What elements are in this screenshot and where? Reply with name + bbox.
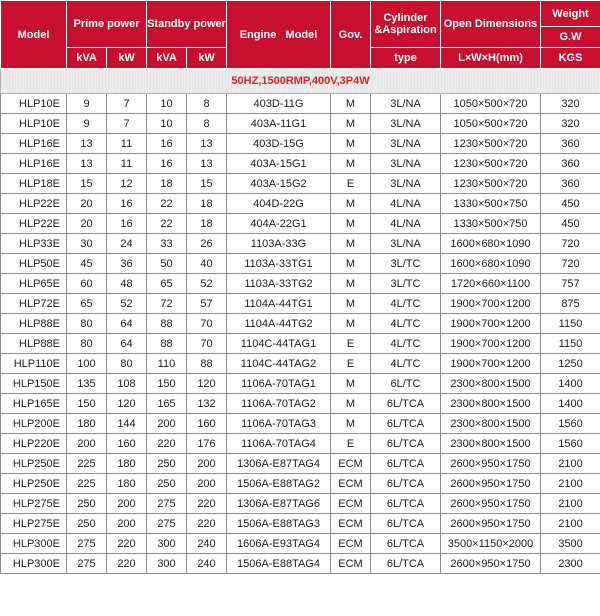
cell-weight: 1150 [541,334,600,354]
cell-standby-kw: 13 [187,154,227,174]
cell-prime-kw: 200 [107,494,147,514]
cell-prime-kw: 160 [107,434,147,454]
cell-weight: 360 [541,134,600,154]
cell-engine-model: 403D-15G [227,134,331,154]
cell-model: HLP300E [1,534,67,554]
header-prime-power: Prime power [67,1,147,48]
cell-gov: E [331,334,371,354]
cell-engine-model: 1506A-E88TAG3 [227,514,331,534]
cell-cylinder-type: 6L/TCA [371,414,441,434]
cell-weight: 2300 [541,554,600,574]
cell-standby-kva: 65 [147,274,187,294]
cell-engine-model: 1106A-70TAG3 [227,414,331,434]
cell-prime-kw: 7 [107,94,147,114]
cell-model: HLP10E [1,114,67,134]
cell-cylinder-type: 6L/TCA [371,454,441,474]
cell-gov: ECM [331,474,371,494]
header-weight-unit: KGS [541,48,600,69]
cell-prime-kw: 144 [107,414,147,434]
cell-model: HLP10E [1,94,67,114]
cell-engine-model: 403A-15G1 [227,154,331,174]
cell-standby-kva: 300 [147,554,187,574]
cell-weight: 1560 [541,414,600,434]
table-row [1,414,600,434]
cell-engine-model: 1104A-44TG1 [227,294,331,314]
cell-gov: M [331,154,371,174]
cell-gov: M [331,134,371,154]
cell-standby-kva: 16 [147,154,187,174]
cell-standby-kw: 160 [187,414,227,434]
cell-gov: M [331,294,371,314]
cell-cylinder-type: 6L/TCA [371,474,441,494]
cell-weight: 2100 [541,494,600,514]
cell-weight: 2100 [541,514,600,534]
cell-standby-kw: 240 [187,554,227,574]
cell-weight: 1400 [541,394,600,414]
cell-prime-kva: 225 [67,474,107,494]
cell-standby-kva: 88 [147,314,187,334]
cell-prime-kva: 250 [67,514,107,534]
cell-weight: 1560 [541,434,600,454]
cell-prime-kw: 36 [107,254,147,274]
cell-cylinder-type: 6L/TCA [371,494,441,514]
table-row [1,394,600,414]
cell-cylinder-type: 3L/NA [371,94,441,114]
cell-cylinder-type: 6L/TCA [371,554,441,574]
cell-engine-model: 1103A-33TG1 [227,254,331,274]
cell-gov: ECM [331,494,371,514]
cell-standby-kva: 165 [147,394,187,414]
cell-cylinder-type: 3L/NA [371,174,441,194]
cell-weight: 1400 [541,374,600,394]
cell-weight: 320 [541,114,600,134]
frequency-note: 50HZ,1500RMP,400V,3P4W [1,69,600,94]
cell-standby-kw: 88 [187,354,227,374]
cell-standby-kva: 22 [147,194,187,214]
cell-gov: M [331,394,371,414]
cell-engine-model: 1106A-70TAG2 [227,394,331,414]
cell-standby-kw: 200 [187,474,227,494]
table-row [1,214,600,234]
cell-prime-kva: 180 [67,414,107,434]
cell-standby-kw: 200 [187,454,227,474]
cell-cylinder-type: 4L/TC [371,314,441,334]
cell-standby-kw: 240 [187,534,227,554]
table-row [1,274,600,294]
cell-prime-kva: 13 [67,134,107,154]
cell-gov: M [331,254,371,274]
header-kva-standby: kVA [147,48,187,69]
cell-standby-kw: 176 [187,434,227,454]
cell-weight: 360 [541,174,600,194]
cell-gov: M [331,114,371,134]
table-row [1,94,600,114]
cell-engine-model: 1306A-E87TAG6 [227,494,331,514]
cell-gov: M [331,214,371,234]
cell-gov: E [331,434,371,454]
cell-gov: M [331,234,371,254]
table-row [1,314,600,334]
cell-standby-kva: 150 [147,374,187,394]
cell-prime-kw: 11 [107,154,147,174]
cell-gov: E [331,354,371,374]
cell-cylinder-type: 4L/TC [371,334,441,354]
cell-prime-kva: 100 [67,354,107,374]
cell-prime-kw: 80 [107,354,147,374]
cell-prime-kva: 80 [67,334,107,354]
cell-model: HLP220E [1,434,67,454]
cell-weight: 1250 [541,354,600,374]
cell-prime-kw: 48 [107,274,147,294]
cell-standby-kva: 220 [147,434,187,454]
cell-prime-kva: 30 [67,234,107,254]
cell-standby-kw: 57 [187,294,227,314]
table-row [1,534,600,554]
cell-open-dimensions: 1900×700×1200 [441,354,541,374]
cell-engine-model: 404A-22G1 [227,214,331,234]
cell-gov: E [331,174,371,194]
table-header [1,1,600,69]
cell-standby-kva: 72 [147,294,187,314]
cell-prime-kw: 16 [107,214,147,234]
cell-engine-model: 403D-11G [227,94,331,114]
cell-open-dimensions: 1230×500×720 [441,134,541,154]
cell-standby-kw: 13 [187,134,227,154]
cell-prime-kw: 120 [107,394,147,414]
cell-prime-kva: 9 [67,114,107,134]
cell-cylinder-type: 3L/NA [371,234,441,254]
cell-weight: 720 [541,254,600,274]
cell-model: HLP33E [1,234,67,254]
cell-open-dimensions: 2600×950×1750 [441,554,541,574]
cell-open-dimensions: 1330×500×750 [441,194,541,214]
table-row [1,254,600,274]
cell-engine-model: 1606A-E93TAG4 [227,534,331,554]
cell-engine-model: 1104C-44TAG2 [227,354,331,374]
cell-standby-kw: 52 [187,274,227,294]
table-row [1,554,600,574]
cell-standby-kva: 300 [147,534,187,554]
table-row [1,194,600,214]
table-body [1,69,600,574]
cell-cylinder-type: 6L/TCA [371,394,441,414]
cell-open-dimensions: 1600×680×1090 [441,234,541,254]
cell-model: HLP150E [1,374,67,394]
cell-open-dimensions: 2600×950×1750 [441,454,541,474]
cell-model: HLP250E [1,454,67,474]
cell-standby-kw: 40 [187,254,227,274]
cell-engine-model: 403A-15G2 [227,174,331,194]
header-dims-unit: L×W×H(mm) [441,48,541,69]
cell-standby-kva: 275 [147,494,187,514]
cell-weight: 875 [541,294,600,314]
cell-cylinder-type: 6L/TCA [371,534,441,554]
header-weight: Weight [541,1,600,27]
table-row [1,514,600,534]
cell-prime-kva: 60 [67,274,107,294]
cell-engine-model: 1506A-E88TAG4 [227,554,331,574]
cell-weight: 360 [541,154,600,174]
table-row [1,134,600,154]
cell-model: HLP250E [1,474,67,494]
cell-model: HLP22E [1,194,67,214]
cell-standby-kva: 275 [147,514,187,534]
cell-cylinder-type: 3L/NA [371,114,441,134]
cell-model: HLP16E [1,154,67,174]
cell-open-dimensions: 2300×800×1500 [441,374,541,394]
cell-engine-model: 1106A-70TAG4 [227,434,331,454]
cell-gov: ECM [331,534,371,554]
table-row [1,494,600,514]
cell-engine-model: 1106A-70TAG1 [227,374,331,394]
cell-engine-model: 403A-11G1 [227,114,331,134]
cell-gov: M [331,94,371,114]
cell-cylinder-type: 3L/NA [371,134,441,154]
cell-gov: ECM [331,514,371,534]
table-row [1,434,600,454]
table-row [1,334,600,354]
cell-standby-kw: 8 [187,94,227,114]
cell-standby-kw: 15 [187,174,227,194]
cell-prime-kw: 64 [107,334,147,354]
cell-model: HLP88E [1,334,67,354]
cell-standby-kva: 200 [147,414,187,434]
cell-prime-kw: 52 [107,294,147,314]
cell-prime-kw: 220 [107,534,147,554]
header-type: type [371,48,441,69]
cell-prime-kva: 9 [67,94,107,114]
cell-standby-kw: 220 [187,494,227,514]
cell-standby-kw: 120 [187,374,227,394]
cell-standby-kw: 70 [187,334,227,354]
cell-prime-kva: 200 [67,434,107,454]
cell-cylinder-type: 3L/NA [371,154,441,174]
cell-weight: 2100 [541,474,600,494]
cell-standby-kw: 220 [187,514,227,534]
cell-cylinder-type: 3L/TC [371,274,441,294]
table-row [1,354,600,374]
cell-prime-kw: 180 [107,474,147,494]
cell-weight: 720 [541,234,600,254]
cell-prime-kva: 45 [67,254,107,274]
cell-open-dimensions: 2600×950×1750 [441,494,541,514]
cell-open-dimensions: 2300×800×1500 [441,434,541,454]
cell-open-dimensions: 1900×700×1200 [441,334,541,354]
cell-prime-kva: 80 [67,314,107,334]
cell-gov: M [331,414,371,434]
cell-engine-model: 1306A-E87TAG4 [227,454,331,474]
cell-prime-kva: 13 [67,154,107,174]
cell-open-dimensions: 2600×950×1750 [441,514,541,534]
cell-gov: ECM [331,554,371,574]
header-open-dimensions: Open Dimensions [441,1,541,48]
cell-model: HLP88E [1,314,67,334]
cell-open-dimensions: 1050×500×720 [441,94,541,114]
header-kw-standby: kW [187,48,227,69]
cell-prime-kw: 200 [107,514,147,534]
cell-standby-kw: 18 [187,194,227,214]
table-row [1,234,600,254]
cell-open-dimensions: 1720×660×1100 [441,274,541,294]
cell-prime-kw: 180 [107,454,147,474]
cell-standby-kva: 22 [147,214,187,234]
cell-standby-kva: 33 [147,234,187,254]
cell-weight: 3500 [541,534,600,554]
table-row [1,374,600,394]
cell-prime-kva: 225 [67,454,107,474]
cell-model: HLP16E [1,134,67,154]
cell-prime-kva: 150 [67,394,107,414]
cell-model: HLP65E [1,274,67,294]
cell-open-dimensions: 2300×800×1500 [441,414,541,434]
cell-open-dimensions: 1600×680×1090 [441,254,541,274]
cell-standby-kva: 50 [147,254,187,274]
cell-prime-kw: 12 [107,174,147,194]
header-gov: Gov. [331,1,371,69]
cell-model: HLP50E [1,254,67,274]
cell-standby-kw: 70 [187,314,227,334]
cell-prime-kw: 7 [107,114,147,134]
cell-prime-kva: 250 [67,494,107,514]
cell-open-dimensions: 1230×500×720 [441,174,541,194]
cell-engine-model: 1103A-33TG2 [227,274,331,294]
cell-prime-kva: 65 [67,294,107,314]
cell-prime-kva: 135 [67,374,107,394]
cell-cylinder-type: 4L/TC [371,354,441,374]
cell-gov: M [331,274,371,294]
cell-open-dimensions: 1230×500×720 [441,154,541,174]
cell-cylinder-type: 6L/TC [371,374,441,394]
cell-model: HLP300E [1,554,67,574]
cell-model: HLP275E [1,514,67,534]
cell-weight: 1150 [541,314,600,334]
cell-model: HLP18E [1,174,67,194]
cell-open-dimensions: 1050×500×720 [441,114,541,134]
frequency-note-row [1,69,600,94]
header-kw-prime: kW [107,48,147,69]
cell-open-dimensions: 1900×700×1200 [441,314,541,334]
cell-open-dimensions: 1900×700×1200 [441,294,541,314]
cell-model: HLP165E [1,394,67,414]
header-standby-power: Standby power [147,1,227,48]
cell-cylinder-type: 3L/TC [371,254,441,274]
cell-prime-kw: 11 [107,134,147,154]
cell-cylinder-type: 6L/TCA [371,514,441,534]
cell-weight: 2100 [541,454,600,474]
table-row [1,114,600,134]
cell-open-dimensions: 2300×800×1500 [441,394,541,414]
table-row [1,154,600,174]
cell-gov: M [331,194,371,214]
cell-prime-kw: 220 [107,554,147,574]
cell-cylinder-type: 4L/NA [371,214,441,234]
cell-model: HLP275E [1,494,67,514]
cell-model: HLP200E [1,414,67,434]
cell-engine-model: 1506A-E88TAG2 [227,474,331,494]
cell-prime-kva: 20 [67,194,107,214]
cell-standby-kw: 18 [187,214,227,234]
cell-standby-kw: 8 [187,114,227,134]
table-row [1,174,600,194]
cell-prime-kw: 16 [107,194,147,214]
cell-open-dimensions: 3500×1150×2000 [441,534,541,554]
header-model: Model [1,1,67,69]
header-engine-model: Engine Model [227,1,331,69]
cell-open-dimensions: 2600×950×1750 [441,474,541,494]
cell-gov: M [331,314,371,334]
cell-standby-kva: 250 [147,454,187,474]
cell-standby-kva: 10 [147,114,187,134]
cell-prime-kw: 64 [107,314,147,334]
cell-engine-model: 1103A-33G [227,234,331,254]
cell-prime-kw: 24 [107,234,147,254]
table-row [1,474,600,494]
cell-cylinder-type: 4L/TC [371,294,441,314]
cell-weight: 450 [541,194,600,214]
header-kva-prime: kVA [67,48,107,69]
cell-gov: M [331,374,371,394]
cell-standby-kva: 110 [147,354,187,374]
cell-cylinder-type: 4L/NA [371,194,441,214]
cell-gov: ECM [331,454,371,474]
cell-standby-kw: 26 [187,234,227,254]
cell-model: HLP110E [1,354,67,374]
cell-standby-kva: 88 [147,334,187,354]
cell-model: HLP22E [1,214,67,234]
cell-standby-kva: 10 [147,94,187,114]
table-row [1,294,600,314]
cell-open-dimensions: 1330×500×750 [441,214,541,234]
cell-prime-kw: 108 [107,374,147,394]
cell-model: HLP72E [1,294,67,314]
cell-weight: 757 [541,274,600,294]
cell-standby-kva: 16 [147,134,187,154]
cell-weight: 320 [541,94,600,114]
cell-standby-kva: 250 [147,474,187,494]
cell-standby-kw: 132 [187,394,227,414]
cell-engine-model: 404D-22G [227,194,331,214]
cell-engine-model: 1104A-44TG2 [227,314,331,334]
cell-prime-kva: 20 [67,214,107,234]
header-cylinder-aspiration: Cylinder &Aspiration [371,1,441,48]
cell-prime-kva: 275 [67,534,107,554]
cell-cylinder-type: 6L/TCA [371,434,441,454]
cell-prime-kva: 275 [67,554,107,574]
table-row [1,454,600,474]
header-gw: G.W [541,27,600,48]
cell-prime-kva: 15 [67,174,107,194]
cell-standby-kva: 18 [147,174,187,194]
cell-engine-model: 1104C-44TAG1 [227,334,331,354]
cell-weight: 450 [541,214,600,234]
